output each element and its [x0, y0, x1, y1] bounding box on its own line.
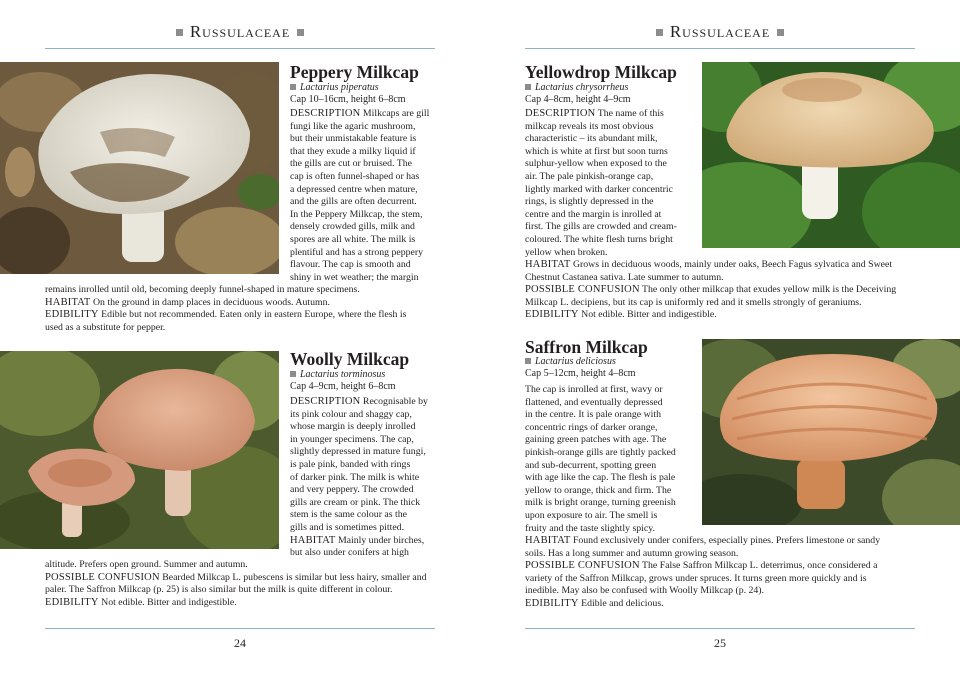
right-page — [480, 0, 960, 675]
page-number: 25 — [714, 636, 726, 650]
saffron-milkcap-photo — [702, 339, 960, 525]
woolly-milkcap-photo — [0, 351, 279, 549]
square-bullet-icon — [525, 358, 531, 364]
species-title: Woolly Milkcap — [290, 349, 410, 369]
saffron-continuation-block: HABITAT Found exclusively under conifers, especially pines. Prefers limestone or sandy soils. Has a long summer and autumn growing season. POSSIBLE CONFUSION The False Saffron Milkcap L. deterrimus, once considered a variety of the Saffron Milkcap, grows under spruces. It turns green more quickly and is inedible. May also be confused with Woolly Milkcap (p. 24). EDIBILITY Edible and delicious. — [525, 535, 881, 609]
footer-rule — [45, 628, 435, 629]
peppery-milkcap-photo — [0, 62, 279, 274]
peppery-continuation-block: remains inrolled until old, becoming deeply funnel-shaped in mature specimens. HABITAT On the ground in damp places in deciduous woods. Autumn. EDIBILITY Edible but not recommended. Eaten only in eastern Europe, where the flesh is used as a substitute for pepper. — [45, 284, 407, 333]
description-block: DESCRIPTION Milkcaps are gill fungi like the agaric mushroom, but their unmistakable feature is that they exude a milky liquid if the gills are cut or bruised. The cap is often funnel-shaped or has a depressed centre when mature, and the gills are often decurrent. In the Peppery Milkcap, the stem, densely crowded gills, milk and spores are all white. The milk is plentiful and has a strong peppery flavour. The cap is smooth and shiny in wet weather; the margin — [290, 108, 430, 283]
cap-dimensions: Cap 5–12cm, height 4–8cm — [525, 368, 636, 379]
square-bullet-icon — [525, 84, 531, 90]
scientific-name: Lactarius torminosus — [290, 369, 385, 381]
description-block: DESCRIPTION Recognisable by its pink colour and shaggy cap, whose margin is deeply inrolled in younger specimens. The cap, slightly depressed in mature fungi, is pale pink, banded with rings of darker pink. The milk is white and very peppery. The crowded gills are cream or pink. The thick stem is the same colour as the gills and is sometimes pitted. HABITAT Mainly under birches, but also under conifers at high — [290, 396, 428, 559]
cap-dimensions: Cap 4–9cm, height 6–8cm — [290, 381, 396, 392]
page-number: 24 — [234, 636, 246, 650]
yellowdrop-milkcap-photo — [702, 62, 960, 248]
footer-rule — [525, 628, 915, 629]
scientific-name: Lactarius piperatus — [290, 82, 379, 94]
running-head: Russulaceae — [45, 22, 435, 49]
running-head: Russulaceae — [525, 22, 915, 49]
square-bullet-icon — [290, 84, 296, 90]
woolly-continuation-block: altitude. Prefers open ground. Summer and autumn. POSSIBLE CONFUSION Bearded Milkcap L. pubescens is similar but less hairy, smaller and paler. The Saffron Milkcap (p. 25) is also similar but the milk is quite different in colour. EDIBILITY Not edible. Bitter and indigestible. — [45, 559, 427, 608]
square-ornament-icon — [176, 29, 183, 36]
cap-dimensions: Cap 10–16cm, height 6–8cm — [290, 94, 406, 105]
square-ornament-icon — [777, 29, 784, 36]
description-block: The cap is inrolled at first, wavy or flattened, and eventually depressed in the centre. It is pale orange with concentric rings of darker orange, gaining green patches with age. The pinkish-orange gills are tightly packed and sub-decurrent, spotting green with age like the cap. The flesh is pale yellow to orange, thick and firm. The milk is bright orange, turning greenish upon exposure to air. The smell is fruity and the taste slightly spicy. — [525, 384, 676, 534]
scientific-name: Lactarius chrysorrheus — [525, 82, 628, 94]
square-ornament-icon — [656, 29, 663, 36]
species-title: Saffron Milkcap — [525, 337, 648, 357]
description-block: DESCRIPTION The name of this milkcap reveals its most obvious characteristic – its abundant milk, which is white at first but soon turns sulphur-yellow when exposed to the air. The pale pinkish-orange cap, lightly marked with darker concentric rings, is slightly depressed in the centre and the margin is inrolled at first. The gills are crowded and cream- coloured. The white flesh turns bright yellow when broken. — [525, 108, 677, 258]
species-title: Peppery Milkcap — [290, 62, 419, 82]
scientific-name: Lactarius deliciosus — [525, 356, 616, 368]
species-title: Yellowdrop Milkcap — [525, 62, 677, 82]
square-bullet-icon — [290, 371, 296, 377]
cap-dimensions: Cap 4–8cm, height 4–9cm — [525, 94, 631, 105]
yellowdrop-continuation-block: HABITAT Grows in deciduous woods, mainly under oaks, Beech Fagus sylvatica and Sweet Chestnut Castanea sativa. Late summer to autumn. POSSIBLE CONFUSION The only other milkcap that exudes yellow milk is the Deceiving Milkcap L. decipiens, but its cap is uniformly red and it smells strongly of geraniums. EDIBILITY Not edible. Bitter and indigestible. — [525, 259, 897, 321]
square-ornament-icon — [297, 29, 304, 36]
